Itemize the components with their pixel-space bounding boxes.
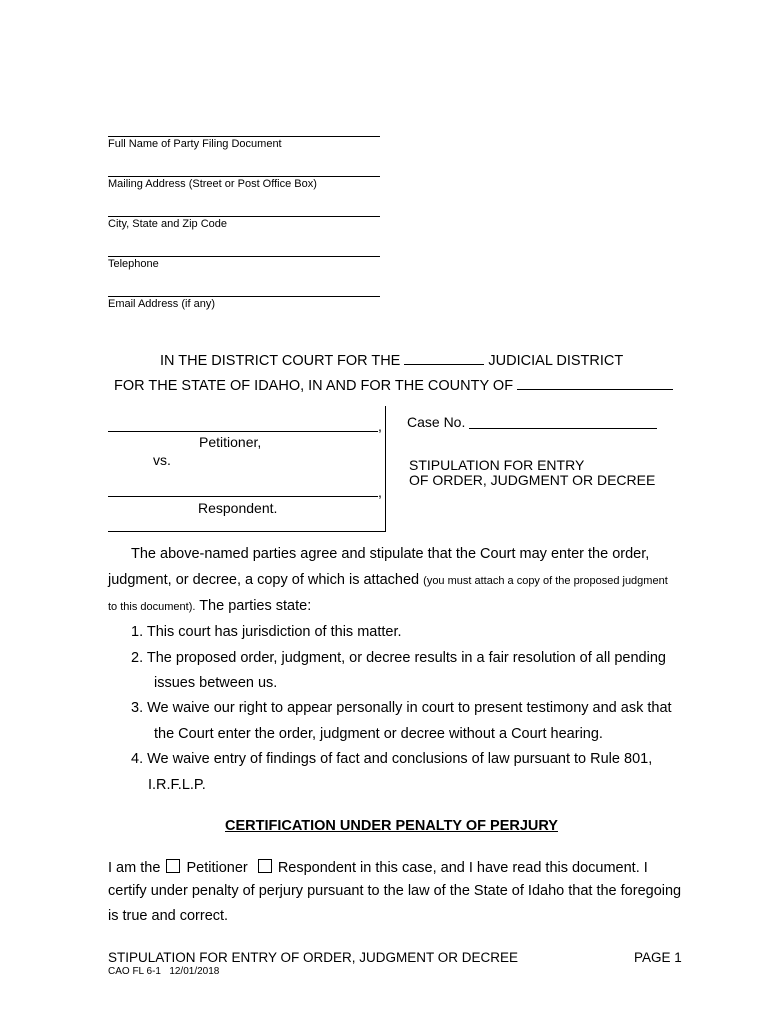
vs-label: vs. xyxy=(153,452,171,468)
certification-line2: certify under penalty of perjury pursuant to the law of the State of Idaho that the foregoing xyxy=(108,883,682,899)
petitioner-comma: , xyxy=(378,418,382,434)
county-blank[interactable] xyxy=(517,377,673,390)
court-line1-prefix: IN THE DISTRICT COURT FOR THE xyxy=(160,353,401,369)
respondent-name-line[interactable] xyxy=(108,496,378,497)
i-am-the-label: I am the xyxy=(108,860,161,876)
respondent-option-label: Respondent in this case, and I have read this document. I xyxy=(277,860,648,876)
intro-line3-note: to this document). xyxy=(108,601,196,613)
court-line2-prefix: FOR THE STATE OF IDAHO, IN AND FOR THE COUNTY OF xyxy=(114,378,514,394)
mailing-address-label: Mailing Address (Street or Post Office Box) xyxy=(108,178,317,190)
respondent-checkbox[interactable] xyxy=(258,859,272,873)
petitioner-option-label: Petitioner xyxy=(186,860,248,876)
court-line1-suffix: JUDICIAL DISTRICT xyxy=(488,353,624,369)
intro-line3 xyxy=(108,598,311,614)
intro-line2-note: (you must attach a copy of the proposed judgment xyxy=(423,575,668,587)
case-number-label: Case No. xyxy=(407,414,466,430)
respondent-label: Respondent. xyxy=(198,500,278,516)
mailing-address-line[interactable] xyxy=(108,176,380,177)
list-item-4-line2: I.R.F.L.P. xyxy=(148,777,206,793)
judicial-district-blank[interactable] xyxy=(404,352,484,365)
list-item-2-line2: issues between us. xyxy=(154,675,278,691)
list-item-3-line1: 3. We waive our right to appear personally in court to present testimony and ask that xyxy=(131,700,672,716)
document-title-line1: STIPULATION FOR ENTRY xyxy=(409,457,585,473)
document-title-line2: OF ORDER, JUDGMENT OR DECREE xyxy=(409,472,656,488)
caption-divider-horizontal xyxy=(108,531,386,532)
court-heading-line2 xyxy=(114,377,673,394)
list-item-4-line1: 4. We waive entry of findings of fact and conclusions of law pursuant to Rule 801, xyxy=(131,751,653,767)
telephone-label: Telephone xyxy=(108,258,159,270)
full-name-line[interactable] xyxy=(108,136,380,137)
petitioner-label: Petitioner, xyxy=(199,434,262,450)
certification-line1 xyxy=(108,859,648,876)
petitioner-name-line[interactable] xyxy=(108,431,378,432)
certification-heading: CERTIFICATION UNDER PENALTY OF PERJURY xyxy=(225,818,558,834)
telephone-line[interactable] xyxy=(108,256,380,257)
list-item-2-line1: 2. The proposed order, judgment, or decree results in a fair resolution of all pending xyxy=(131,650,666,666)
intro-line1: The above-named parties agree and stipulate that the Court may enter the order, xyxy=(131,546,650,562)
caption-divider-vertical xyxy=(385,406,386,532)
case-number-blank[interactable] xyxy=(469,428,657,429)
email-label: Email Address (if any) xyxy=(108,298,215,310)
certification-line3: is true and correct. xyxy=(108,908,229,924)
court-heading-line1 xyxy=(160,352,623,369)
city-state-zip-line[interactable] xyxy=(108,216,380,217)
respondent-comma: , xyxy=(378,484,382,500)
list-item-3-line2: the Court enter the order, judgment or decree without a Court hearing. xyxy=(154,726,603,742)
email-line[interactable] xyxy=(108,296,380,297)
footer-form-code: CAO FL 6-1 12/01/2018 xyxy=(108,966,220,977)
city-state-zip-label: City, State and Zip Code xyxy=(108,218,228,230)
intro-line2 xyxy=(108,572,668,588)
petitioner-checkbox[interactable] xyxy=(166,859,180,873)
intro-line3-main: The parties state: xyxy=(195,598,312,614)
list-item-1: 1. This court has jurisdiction of this matter. xyxy=(131,624,402,640)
footer-title: STIPULATION FOR ENTRY OF ORDER, JUDGMENT OR DECREE xyxy=(108,950,519,965)
footer-page-number: PAGE 1 xyxy=(634,950,682,965)
full-name-label: Full Name of Party Filing Document xyxy=(108,138,282,150)
intro-line2-main: judgment, or decree, a copy of which is attached xyxy=(108,572,424,588)
